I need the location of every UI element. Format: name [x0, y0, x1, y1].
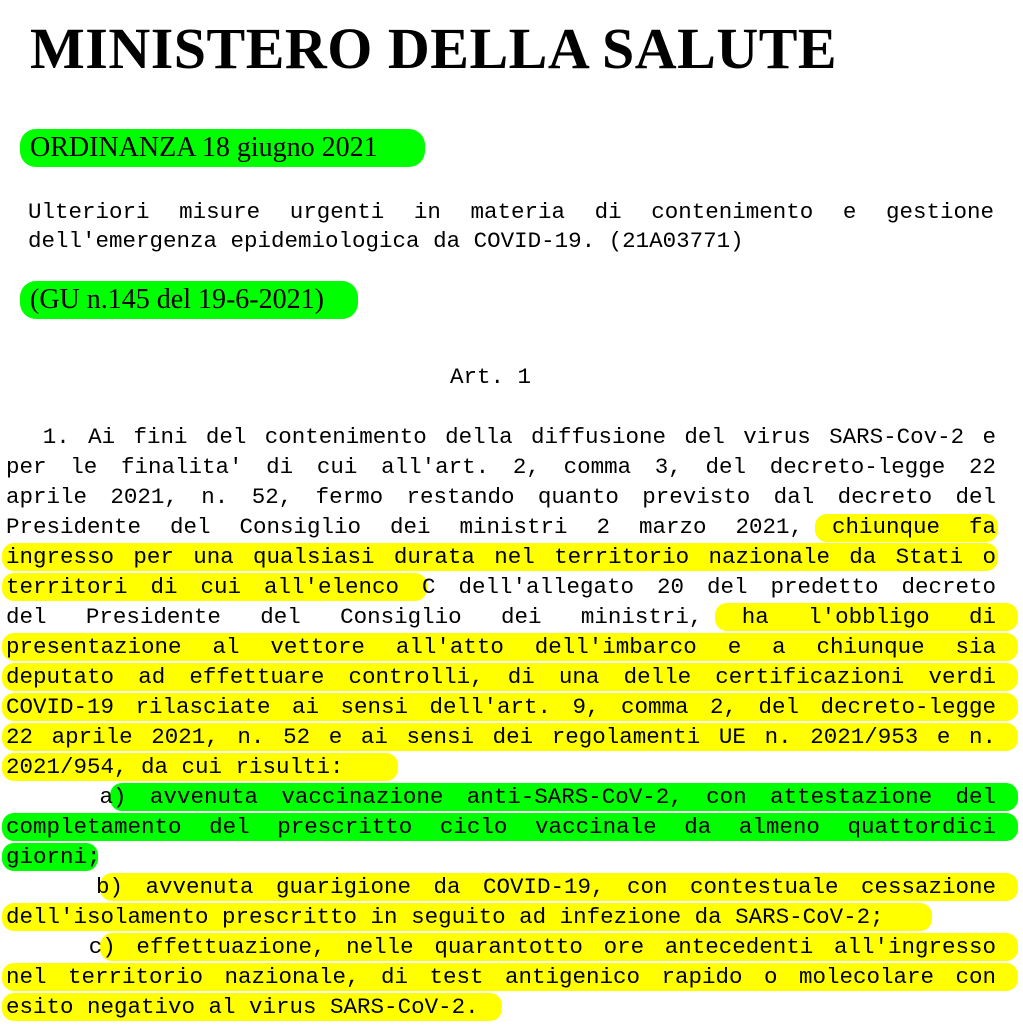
article-line: giorni; — [6, 844, 101, 870]
article-title: Art. 1 — [450, 364, 532, 390]
article-line: esito negativo al virus SARS-CoV-2. — [6, 994, 479, 1020]
article-line: per le finalita' di cui all'art. 2, comma 3, del decreto-legge 22 — [6, 454, 996, 480]
article-line: 22 aprile 2021, n. 52 e ai sensi dei regolamenti UE n. 2021/953 e n. — [6, 724, 996, 750]
ordinance-date-badge: ORDINANZA 18 giugno 2021 — [20, 129, 425, 167]
article-line: COVID-19 rilasciate ai sensi dell'art. 9, comma 2, del decreto-legge — [6, 694, 996, 720]
article-line: aprile 2021, n. 52, fermo restando quanto previsto dal decreto del — [6, 484, 996, 510]
article-line: completamento del prescritto ciclo vaccinale da almeno quattordici — [6, 814, 996, 840]
subtitle-line-1: Ulteriori misure urgenti in materia di contenimento e gestione — [28, 199, 994, 225]
article-line: 1. Ai fini del contenimento della diffusione del virus SARS-Cov-2 e — [6, 424, 996, 450]
article-line: ingresso per una qualsiasi durata nel territorio nazionale da Stati o — [6, 544, 996, 570]
article-line: b) avvenuta guarigione da COVID-19, con contestuale cessazione — [6, 874, 996, 900]
article-line: 2021/954, da cui risulti: — [6, 754, 344, 780]
article-line: del Presidente del Consiglio dei ministri, ha l'obbligo di — [6, 604, 996, 630]
article-line: deputato ad effettuare controlli, di una delle certificazioni verdi — [6, 664, 996, 690]
article-line: territori di cui all'elenco C dell'allegato 20 del predetto decreto — [6, 574, 996, 600]
ministry-title: MINISTERO DELLA SALUTE — [30, 16, 838, 81]
article-line: dell'isolamento prescritto in seguito ad infezione da SARS-CoV-2; — [6, 904, 884, 930]
article-line: Presidente del Consiglio dei ministri 2 marzo 2021, chiunque fa — [6, 514, 996, 540]
article-line: c) effettuazione, nelle quarantotto ore antecedenti all'ingresso — [6, 934, 996, 960]
article-line: presentazione al vettore all'atto dell'imbarco e a chiunque sia — [6, 634, 996, 660]
subtitle-line-2: dell'emergenza epidemiologica da COVID-19. (21A03771) — [28, 228, 744, 254]
article-line: a) avvenuta vaccinazione anti-SARS-CoV-2, con attestazione del — [6, 784, 996, 810]
gazette-reference-badge: (GU n.145 del 19-6-2021) — [20, 281, 358, 319]
article-line: nel territorio nazionale, di test antigenico rapido o molecolare con — [6, 964, 996, 990]
